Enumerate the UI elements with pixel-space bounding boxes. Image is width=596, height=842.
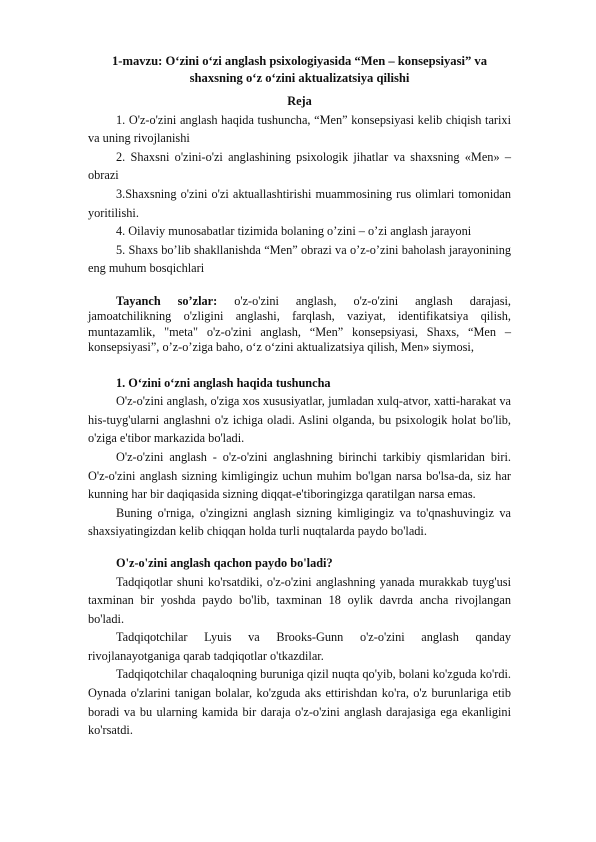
section-heading: 1. O‘zini o‘zni anglash haqida tushuncha <box>116 375 331 390</box>
document-body <box>88 53 511 740</box>
keywords-label: Tayanch so’zlar: <box>116 293 218 308</box>
body-paragraph: O'z-o'zini anglash - o'z-o'zini anglashning birinchi tarkibiy qismlaridan biri. O'z-o'zini anglash sizning kimligingiz uchun muhim bo'lgan narsa bo'lsa-da, siz har kunning har bir daqiqasida sizning diqqat-e'tiboringizga qaratilgan narsa emas. <box>88 449 511 502</box>
plan-heading: Reja <box>287 94 312 108</box>
body-paragraph: Tadqiqotchilar chaqaloqning buruniga qizil nuqta qo'yib, bolani ko'zguda ko'rdi. Oynada o'zlarini tanigan bolalar, ko'zguda aks ettirishdan ko'ra, o'z burunlariga etib boradi va bu ularning kamida bir daraja o'z-o'zini anglash darajasiga ega ekanligini ko'rsatdi. <box>88 667 511 738</box>
body-paragraph: Tadqiqotlar shuni ko'rsatdiki, o'z-o'zini anglashning yanada murakkab tuyg'usi taxminan bir yoshda paydo bo'lib, taxminan 18 oylik davrda ancha rivojlangan bo'ladi. <box>88 574 511 626</box>
body-paragraph: O'z-o'zini anglash, o'ziga xos xususiyatlar, jumladan xulq-atvor, xatti-harakat va his-tuyg'ularni anglashni o'z ichiga oladi. Aslini olganda, bu psixologik holat bo'lib, o'ziga e'tibor markazida bo'ladi. <box>88 394 511 446</box>
keywords-text: o'z-o'zini anglash, o'z-o'zini anglash darajasi, jamoatchilikning o'zligini anglashi, farqlash, vaziyat, identifikatsiya qilish, muntazamlik, "meta" o'z-o'zini anglash, “Men” konsepsiyasi, Shaxs, “Men – konsepsiyasi”, o’z-o’ziga baho, o‘z o‘zini aktualizatsiya qilish, Men» siymosi, <box>88 293 512 355</box>
section-heading: O'z-o'zini anglash qachon paydo bo'ladi? <box>116 555 333 570</box>
plan-item: 3.Shaxsning o'zini o'zi aktuallashtirishi muammosining rus olimlari tomonidan yoritilishi. <box>88 186 511 220</box>
plan-item: 2. Shaxsni o'zini-o'zi anglashining psixologik jihatlar va shaxsning «Men» – obrazi <box>88 149 511 183</box>
body-paragraph: Buning o'rniga, o'zingizni anglash sizning kimligingiz va to'qnashuvingiz va shaxsiyatingizdan kelib chiqqan holda turli nuqtalarda paydo bo'ladi. <box>88 505 511 539</box>
plan-item: 4. Oilaviy munosabatlar tizimida bolaning o’zini – o’zi anglash jarayoni <box>116 224 472 239</box>
plan-item: 5. Shaxs bo’lib shakllanishda “Men” obrazi va o’z-o’zini baholash jarayonining eng muhum bosqichlari <box>88 242 511 276</box>
body-paragraph: Tadqiqotchilar Lyuis va Brooks-Gunn o'z-o'zini anglash qanday rivojlanayotganiga qarab tadqiqotlar o'tkazdilar. <box>88 630 511 663</box>
keywords-paragraph <box>88 294 511 356</box>
plan-item: 1. O'z-o'zini anglash haqida tushuncha, “Men” konsepsiyasi kelib chiqish tarixi va uning rivojlanishi <box>88 112 511 146</box>
page-title: 1-mavzu: O‘zini o‘zi anglash psixologiyasida “Men – konsepsiyasi” va shaxsning o‘z o‘zini aktualizatsiya qilishi <box>111 54 488 85</box>
